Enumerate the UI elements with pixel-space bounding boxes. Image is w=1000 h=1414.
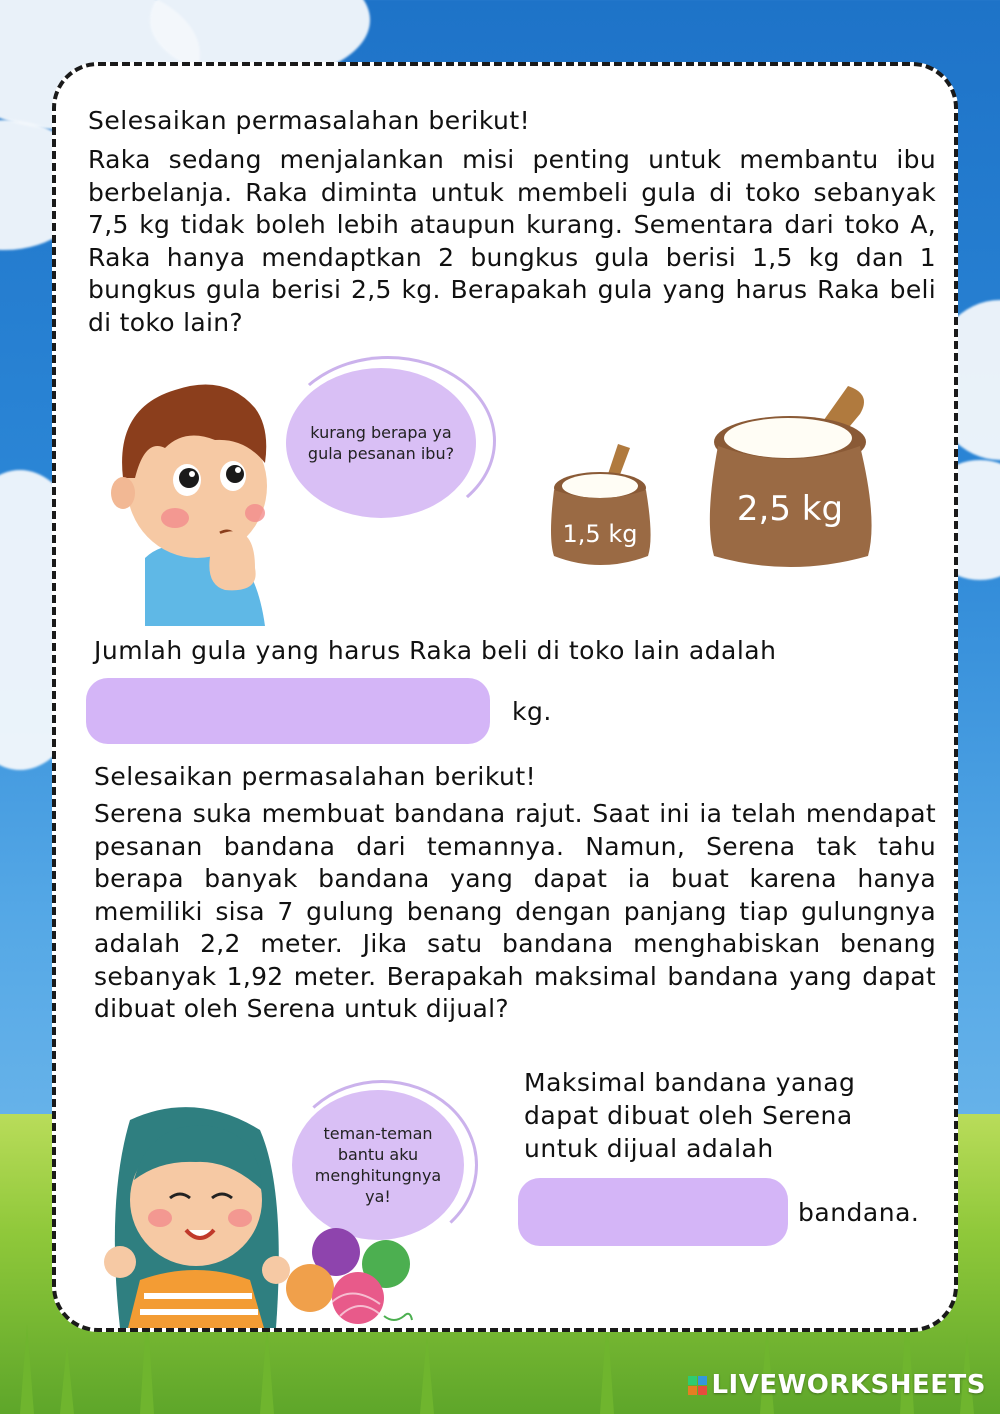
problem2-answer-unit: bandana. — [798, 1198, 920, 1227]
problem2-speech-bubble: teman-teman bantu aku menghitungnya ya! — [292, 1090, 464, 1240]
problem2-answer-prompt: Maksimal bandana yanag dapat dibuat oleh Serena untuk dijual adalah — [524, 1068, 856, 1163]
problem1-speech-bubble: kurang berapa ya gula pesanan ibu? — [286, 368, 476, 518]
small-sugar-sack-icon — [540, 438, 662, 570]
boy-thinking-icon — [105, 368, 285, 626]
sack-small-label: 1,5 kg — [562, 520, 638, 548]
yarn-balls-icon — [282, 1224, 414, 1332]
girl-flexing-icon — [100, 1100, 290, 1328]
problem2-heading: Selesaikan permasalahan berikut! — [94, 762, 537, 791]
liveworksheets-logo-icon — [688, 1376, 707, 1395]
problem1-answer-unit: kg. — [512, 697, 552, 726]
problem2-text: Serena suka membuat bandana rajut. Saat ini ia telah mendapat pesanan bandana dari temannya. Namun, Serena tak tahu berapa banyak bandana yang dapat ia buat karena hanya memiliki sisa 7 gulung benang dengan panjang tiap gulungnya adalah 2,2 meter. Jika satu bandana menghabiskan benang sebanyak 1,92 meter. Berapakah maksimal bandana yang dapat dibuat oleh Serena untuk dijual? — [94, 799, 936, 1023]
sack-large-label: 2,5 kg — [736, 489, 844, 529]
large-sugar-sack-icon — [700, 380, 880, 570]
problem2-answer-input[interactable] — [518, 1178, 788, 1246]
problem1-heading: Selesaikan permasalahan berikut! — [88, 106, 531, 135]
problem1-answer-input[interactable] — [86, 678, 490, 744]
problem1-answer-prompt: Jumlah gula yang harus Raka beli di toko lain adalah — [94, 636, 777, 665]
brand-text: LIVEWORKSHEETS — [711, 1370, 986, 1400]
problem1-text: Raka sedang menjalankan misi penting untuk membantu ibu berbelanja. Raka diminta untuk membeli gula di toko sebanyak 7,5 kg tidak boleh lebih ataupun kurang. Sementara dari toko A, Raka hanya mendaptkan 2 bungkus gula berisi 1,5 kg dan 1 bungkus gula berisi 2,5 kg. Berapakah gula yang harus Raka beli di toko lain? — [88, 145, 936, 337]
liveworksheets-logo — [688, 1370, 986, 1400]
